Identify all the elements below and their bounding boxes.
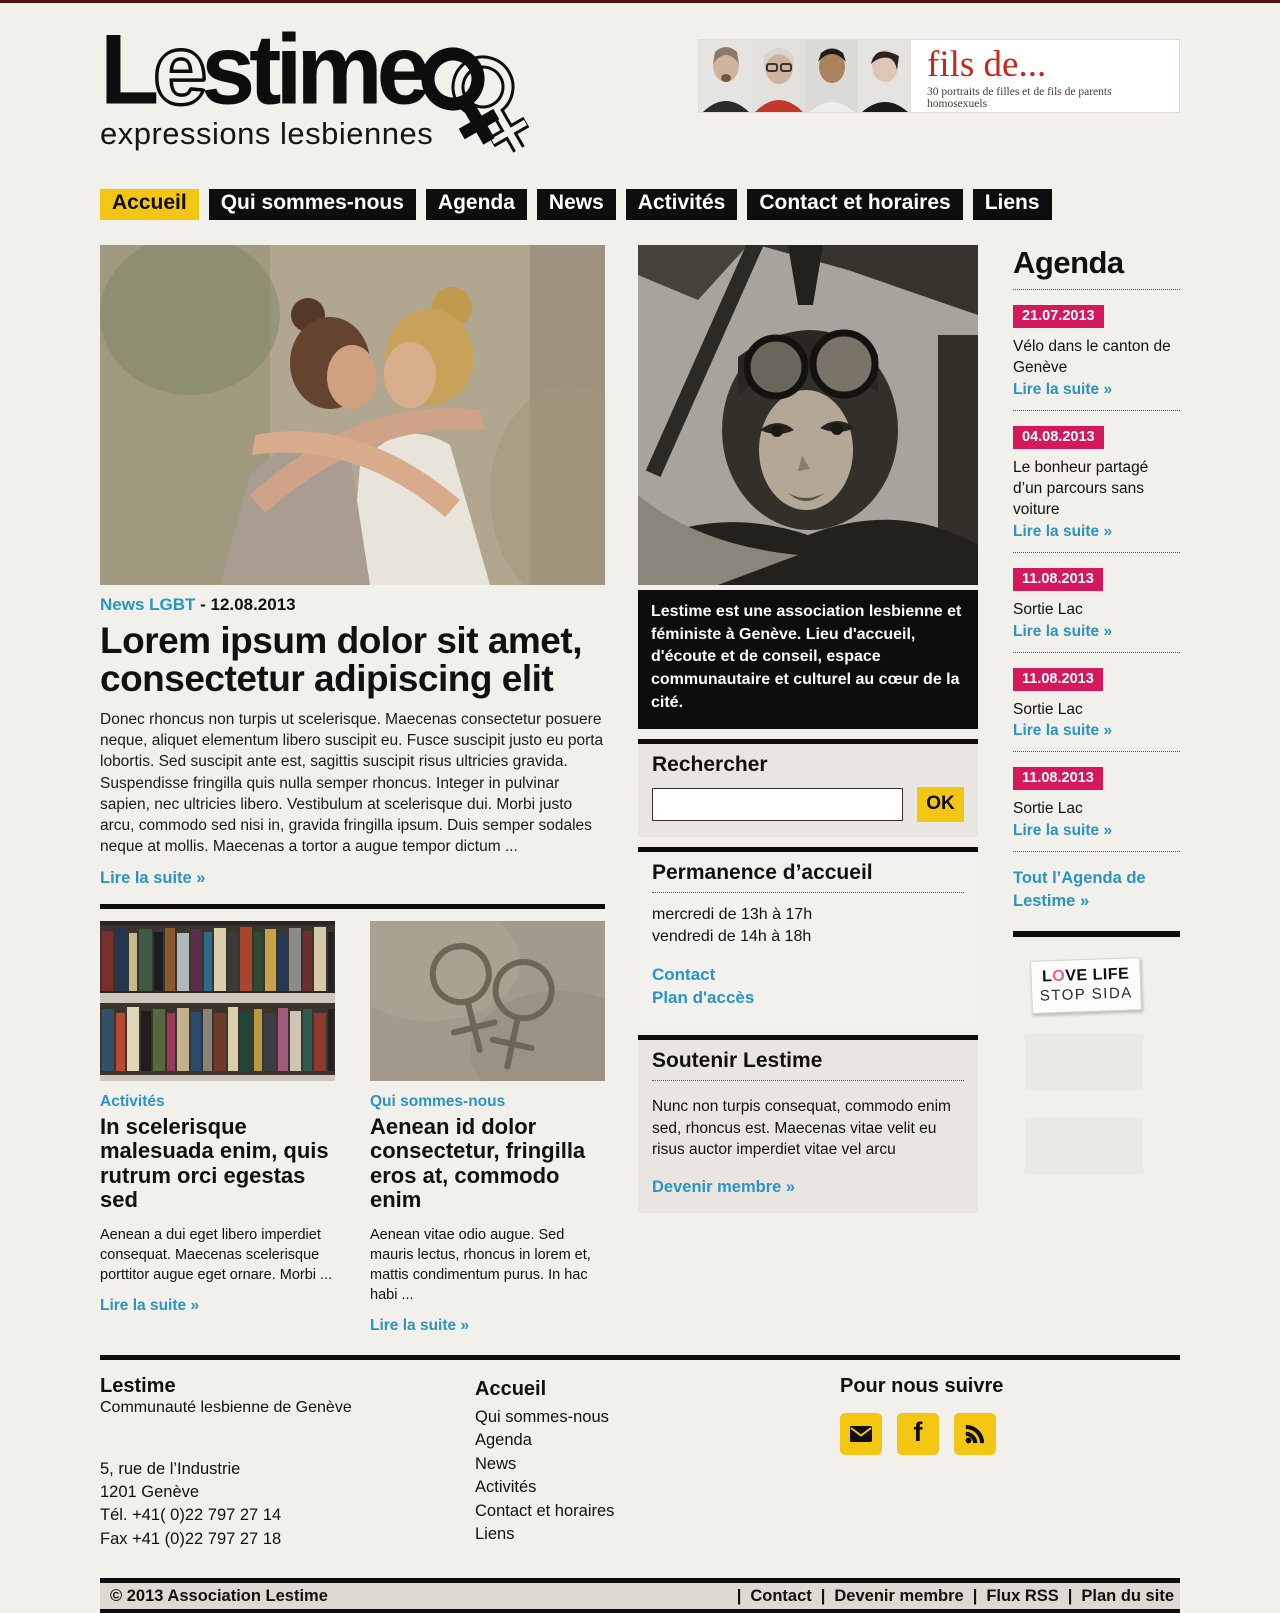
article-date: - 12.08.2013: [200, 595, 296, 614]
bottom-link-devenir-membre[interactable]: Devenir membre: [834, 1586, 964, 1605]
become-member-link[interactable]: Devenir membre »: [652, 1177, 796, 1196]
footer-nav-contact[interactable]: Contact et horaires: [475, 1501, 615, 1520]
nav-item-contact[interactable]: Contact et horaires: [747, 189, 962, 220]
facebook-button[interactable]: [897, 1413, 939, 1455]
permanence-hours-2: vendredi de 14h à 18h: [652, 928, 812, 946]
lovelife-stopsida-badge[interactable]: [1030, 957, 1142, 1014]
permanence-title: Permanence d’accueil: [652, 861, 964, 893]
support-title: Soutenir Lestime: [652, 1049, 964, 1081]
banner-title: fils de...: [927, 44, 1047, 85]
email-button[interactable]: [840, 1413, 882, 1455]
nav-item-agenda[interactable]: Agenda: [426, 189, 527, 220]
nav-item-liens[interactable]: Liens: [973, 189, 1052, 220]
agenda-item-title: Vélo dans le canton de Genève: [1013, 338, 1171, 376]
nav-item-activites[interactable]: Activités: [626, 189, 738, 220]
agenda-read-more-link[interactable]: Lire la suite »: [1013, 622, 1113, 640]
footer-follow: [840, 1375, 1003, 1552]
main-nav: [100, 189, 1180, 220]
footer-nav-liens[interactable]: Liens: [475, 1525, 515, 1544]
support-section: [638, 1040, 978, 1213]
sub-article-2-body: Aenean vitae odio augue. Sed mauris lectus, rhoncus in lorem et, mattis condimentum purus. In hac habi ...: [370, 1227, 591, 1303]
logo-tagline: expressions lesbiennes: [100, 116, 434, 152]
footer-address: [100, 1458, 475, 1552]
agenda-read-more-link[interactable]: Lire la suite »: [1013, 722, 1113, 740]
site-logo[interactable]: [100, 13, 537, 171]
condom-ring-o: O: [1052, 967, 1066, 986]
lovelife-line1: LOVE LIFE: [1041, 965, 1130, 986]
agenda-date-badge: 04.08.2013: [1013, 426, 1104, 449]
agenda-read-more-link[interactable]: Lire la suite »: [1013, 522, 1113, 540]
lovelife-line2: STOP SIDA: [1039, 984, 1134, 1005]
email-icon: [850, 1426, 872, 1442]
portrait-photo-3: [805, 40, 858, 112]
agenda-item-title: Sortie Lac: [1013, 700, 1083, 718]
main-article-photo[interactable]: [100, 245, 605, 585]
footer-org: [100, 1375, 475, 1552]
portrait-photo-4: [858, 40, 911, 112]
footer-fax: Fax +41 (0)22 797 27 18: [100, 1529, 282, 1548]
footer-nav-accueil[interactable]: Accueil: [475, 1377, 547, 1400]
agenda-read-more-link[interactable]: Lire la suite »: [1013, 822, 1113, 840]
bottom-bar: [100, 1578, 1180, 1613]
agenda-date-badge: 11.08.2013: [1013, 668, 1103, 691]
contact-link[interactable]: Contact: [652, 965, 716, 985]
double-venus-icon: [419, 39, 537, 171]
footer-nav-news[interactable]: News: [475, 1454, 517, 1473]
permanence-section: [638, 852, 978, 1025]
dotted-separator: [1013, 851, 1180, 852]
sub-article-2-category[interactable]: Qui sommes-nous: [370, 1092, 506, 1110]
sidebar-placeholder-box-1: [1025, 1034, 1143, 1091]
footer-org-name: Lestime: [100, 1374, 176, 1397]
portrait-photo-1: [699, 40, 752, 112]
copyright: © 2013 Association Lestime: [110, 1586, 328, 1605]
sub-article-1: [100, 921, 335, 1335]
agenda-item-title: Le bonheur partagé d’un parcours sans voiture: [1013, 458, 1149, 518]
agenda-item-title: Sortie Lac: [1013, 600, 1083, 618]
sub-article-1-read-more-link[interactable]: Lire la suite »: [100, 1296, 200, 1314]
agenda-item: [1013, 290, 1180, 411]
permanence-hours-1: mercredi de 13h à 17h: [652, 905, 813, 923]
agenda-date-badge: 21.07.2013: [1013, 305, 1104, 328]
footer-address-line: 1201 Genève: [100, 1482, 200, 1501]
agenda-item: [1013, 411, 1180, 553]
footer-nav-qui-sommes-nous[interactable]: Qui sommes-nous: [475, 1407, 609, 1426]
nav-item-news[interactable]: News: [537, 189, 616, 220]
footer-nav: [475, 1375, 840, 1552]
support-body: Nunc non turpis consequat, commodo enim sed, rhoncus est. Maecenas vitae velit eu risus auctor imperdiet vitae vel arcu: [652, 1097, 951, 1159]
agenda-item: [1013, 653, 1180, 753]
access-map-link[interactable]: Plan d'accès: [652, 987, 755, 1007]
follow-title: Pour nous suivre: [840, 1374, 1004, 1397]
agenda-title: Agenda: [1013, 245, 1124, 280]
footer-org-tagline: Communauté lesbienne de Genève: [100, 1398, 352, 1416]
rss-icon: [964, 1423, 986, 1445]
logo-outlined-e: e: [153, 13, 202, 126]
divider-bar-thick: [1013, 931, 1180, 937]
fils-de-ad-banner[interactable]: [698, 39, 1180, 113]
sub-article-2-read-more-link[interactable]: Lire la suite »: [370, 1316, 470, 1334]
article-headline: Lorem ipsum dolor sit amet, consectetur adipiscing elit: [100, 620, 582, 700]
agenda-item: [1013, 553, 1180, 653]
sub-article-1-headline: In scelerisque malesuada enim, quis rutrum orci egestas sed: [100, 1113, 329, 1213]
agenda-date-badge: 11.08.2013: [1013, 568, 1103, 591]
divider-bar: [100, 904, 605, 909]
aviator-photo[interactable]: [638, 245, 978, 585]
about-lestime-box: Lestime est une association lesbienne et féministe à Genève. Lieu d'accueil, d'écoute et de conseil, espace communautaire et culturel au cœur de la cité.: [638, 590, 978, 729]
footer: [100, 1360, 1180, 1552]
sub-article-1-body: Aenean a dui eget libero imperdiet consequat. Maecenas scelerisque porttitor augue eget ornare. Morbi ...: [100, 1227, 333, 1283]
agenda-all-link[interactable]: Tout l’Agenda de Lestime »: [1013, 869, 1146, 910]
search-title: Rechercher: [652, 752, 768, 776]
nav-item-accueil[interactable]: Accueil: [100, 189, 199, 220]
portrait-photo-2: [752, 40, 805, 112]
banner-text: [911, 40, 1179, 112]
bottom-links: | Contact | Devenir membre | Flux RSS | Plan du site: [736, 1586, 1174, 1605]
agenda-read-more-link[interactable]: Lire la suite »: [1013, 380, 1113, 398]
nav-item-qui-sommes-nous[interactable]: Qui sommes-nous: [209, 189, 416, 220]
bottom-link-flux-rss[interactable]: Flux RSS: [986, 1586, 1059, 1605]
bookshelf-photo[interactable]: [100, 921, 335, 1081]
article-category-link[interactable]: News LGBT: [100, 595, 196, 614]
article-read-more-link[interactable]: Lire la suite »: [100, 868, 206, 887]
header: [100, 3, 1180, 181]
footer-phone: Tél. +41( 0)22 797 27 14: [100, 1506, 282, 1525]
bottom-link-plan-du-site[interactable]: Plan du site: [1081, 1586, 1174, 1605]
agenda-date-badge: 11.08.2013: [1013, 767, 1103, 790]
footer-address-line: 5, rue de l’Industrie: [100, 1459, 241, 1478]
search-ok-button[interactable]: OK: [917, 787, 964, 822]
banner-subtitle: 30 portraits de filles et de fils de parents homosexuels: [927, 86, 1112, 110]
article-body: Donec rhoncus non turpis ut scelerisque. Maecenas consectetur posuere neque, aliquet elementum libero suscipit eu. Fusce suscipit justo eu porta lobortis. Sed suscipit ante est, sagittis suscipit risus ultricies gravida. Suspendisse fringilla quis nulla semper rhoncus. Integer in pulvinar sapien, nec ultricies libero. Vestibulum at scelerisque dui. Morbi justo arcu, commodo sed nisi in, gravida fringilla ipsum. Duis semper sodales neque at mollis. Maecenas a tortor a augue tempor dictum ...: [100, 710, 604, 856]
sidebar-placeholder-box-2: [1025, 1117, 1143, 1174]
footer-nav-activites[interactable]: Activités: [475, 1478, 537, 1497]
footer-nav-agenda[interactable]: Agenda: [475, 1431, 532, 1450]
agenda-item-title: Sortie Lac: [1013, 800, 1083, 818]
search-input[interactable]: [652, 788, 903, 821]
search-section: [638, 744, 978, 837]
rss-button[interactable]: [954, 1413, 996, 1455]
sub-article-2: [370, 921, 605, 1335]
agenda-item: [1013, 752, 1180, 852]
bottom-link-contact[interactable]: Contact: [750, 1586, 812, 1605]
logo-wordmark: Lestime: [100, 13, 425, 126]
sub-article-2-headline: Aenean id dolor consectetur, fringilla eros at, commodo enim: [370, 1113, 586, 1213]
agenda-sidebar: [1013, 245, 1180, 1335]
facebook-icon: f: [913, 1417, 923, 1448]
sand-symbols-photo[interactable]: [370, 921, 605, 1081]
article-meta: [100, 595, 605, 615]
sub-article-1-category[interactable]: Activités: [100, 1092, 165, 1110]
